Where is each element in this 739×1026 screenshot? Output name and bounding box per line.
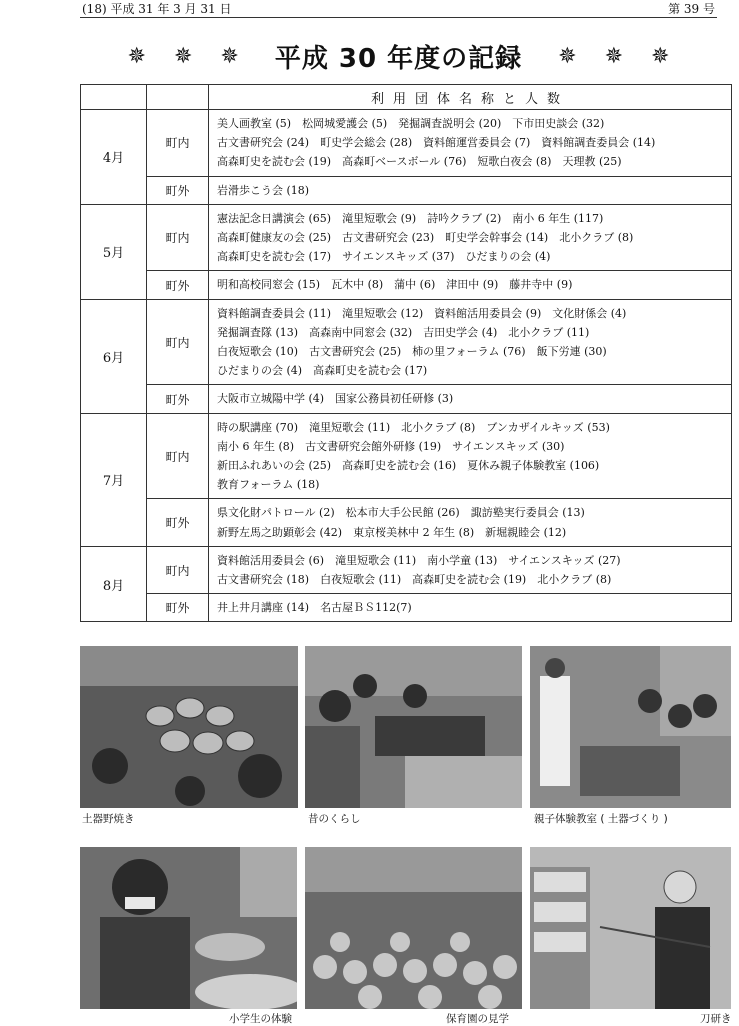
month-row-outer — [81, 385, 732, 413]
group-list-inner — [209, 413, 732, 499]
group-line: 南小 6 年生 (8) 古文書研究会館外研修 (19) サイエンスキッズ (30) — [217, 439, 565, 453]
header-blank-cell — [81, 85, 147, 110]
group-line: 高森町史を読む会 (17) サイエンスキッズ (37) ひだまりの会 (4) — [217, 250, 551, 264]
header-divider — [80, 17, 717, 18]
group-line: 岩滑歩こう会 (18) — [217, 183, 310, 197]
page-number-date: (18) 平成 31 年 3 月 31 日 — [82, 2, 232, 16]
group-list-outer — [209, 271, 732, 299]
group-line: 明和高校同窓会 (15) 瓦木中 (8) 蒲中 (6) 津田中 (9) 藤井寺中 (9) — [217, 278, 573, 292]
group-line: 高森町史を読む会 (19) 高森町ベースボール (76) 短歌白夜会 (8) 天理教 (25) — [217, 155, 622, 169]
group-list-outer — [209, 176, 732, 204]
month-label: 6月 — [81, 299, 147, 413]
group-line: 古文書研究会 (24) 町史学会総会 (28) 資料館運営委員会 (7) 資料館調査委員会 (14) — [217, 136, 656, 150]
table-header-row — [81, 85, 732, 110]
group-line: ひだまりの会 (4) 高森町史を読む会 (17) — [217, 364, 428, 378]
star-icon: ✵ — [220, 43, 239, 69]
group-list-inner — [209, 299, 732, 385]
month-row-outer — [81, 176, 732, 204]
group-line: 大阪市立城陽中学 (4) 国家公務員初任研修 (3) — [217, 392, 454, 406]
month-label: 4月 — [81, 110, 147, 205]
group-line: 県文化財パトロール (2) 松本市大手公民館 (26) 諏訪塾実行委員会 (13) — [217, 506, 585, 520]
month-row-inner — [81, 413, 732, 499]
photo-old-life — [305, 646, 522, 808]
group-line: 時の駅講座 (70) 滝里短歌会 (11) 北小クラブ (8) ブンカザイルキッズ (53) — [217, 420, 610, 434]
location-label-outer: 町外 — [147, 176, 209, 204]
photo-sword-sharpening — [530, 847, 731, 1009]
location-label-inner: 町内 — [147, 546, 209, 593]
column-header: 利用団体名称と人数 — [209, 85, 732, 110]
location-label-outer: 町外 — [147, 271, 209, 299]
group-list-outer — [209, 594, 732, 622]
header-blank-cell — [147, 85, 209, 110]
month-row-inner — [81, 299, 732, 385]
title-row — [80, 36, 717, 76]
group-list-inner — [209, 110, 732, 177]
month-row-outer — [81, 499, 732, 546]
photo-caption: 親子体験教室 ( 土器づくり ) — [534, 813, 668, 825]
star-icon: ✵ — [173, 43, 193, 69]
photo-caption: 保育園の見学 — [446, 1013, 509, 1025]
group-line: 古文書研究会 (18) 白夜短歌会 (11) 高森町史を読む会 (19) 北小クラブ (8) — [217, 573, 612, 587]
location-label-outer: 町外 — [147, 499, 209, 546]
location-label-inner: 町内 — [147, 413, 209, 499]
star-icon: ✵ — [651, 43, 670, 69]
star-icon: ✵ — [127, 43, 146, 69]
group-line: 憲法記念日講演会 (65) 滝里短歌会 (9) 詩吟クラブ (2) 南小 6 年生 (117) — [217, 211, 604, 225]
photo-caption: 土器野焼き — [82, 813, 135, 825]
month-row-outer — [81, 594, 732, 622]
group-list-inner — [209, 204, 732, 271]
group-list-outer — [209, 499, 732, 546]
group-line: 資料館調査委員会 (11) 滝里短歌会 (12) 資料館活用委員会 (9) 文化財係会 (4) — [217, 306, 627, 320]
group-line: 美人画教室 (5) 松岡城愛護会 (5) 発掘調査説明会 (20) 下市田史談会 (32) — [217, 117, 605, 130]
photo-caption: 昔のくらし — [308, 813, 361, 825]
star-icon: ✵ — [604, 43, 624, 69]
group-line: 発掘調査隊 (13) 高森南中同窓会 (32) 吉田史学会 (4) 北小クラブ (11) — [217, 325, 590, 339]
month-label: 5月 — [81, 204, 147, 299]
group-list-inner — [209, 546, 732, 593]
group-line: 白夜短歌会 (10) 古文書研究会 (25) 柿の里フォーラム (76) 飯下労連 (30) — [217, 345, 607, 359]
month-row-inner — [81, 546, 732, 593]
group-line: 教育フォーラム (18) — [217, 478, 320, 492]
group-line: 新田ふれあいの会 (25) 高森町史を読む会 (16) 夏休み親子体験教室 (106) — [217, 459, 600, 473]
photo-family-class — [530, 646, 731, 808]
group-line: 井上井月講座 (14) 名古屋ＢＳ112(7) — [217, 601, 412, 615]
location-label-inner: 町内 — [147, 299, 209, 385]
month-label: 8月 — [81, 546, 147, 622]
group-line: 資料館活用委員会 (6) 滝里短歌会 (11) 南小学童 (13) サイエンスキッズ (27) — [217, 553, 621, 567]
group-line: 新野左馬之助顕彰会 (42) 東京桜美林中 2 年生 (8) 新堀親睦会 (12) — [217, 525, 567, 539]
photo-pottery-firing — [80, 646, 298, 808]
location-label-inner: 町内 — [147, 110, 209, 177]
month-row-outer — [81, 271, 732, 299]
star-icon: ✵ — [558, 43, 577, 69]
photo-nursery-visit — [305, 847, 522, 1009]
group-line: 高森町健康友の会 (25) 古文書研究会 (23) 町史学会幹事会 (14) 北小クラブ (8) — [217, 231, 634, 245]
issue-number: 第 39 号 — [668, 2, 715, 16]
usage-record-table — [80, 84, 732, 622]
location-label-inner: 町内 — [147, 204, 209, 271]
month-label: 7月 — [81, 413, 147, 546]
group-list-outer — [209, 385, 732, 413]
location-label-outer: 町外 — [147, 385, 209, 413]
photo-student-experience — [80, 847, 297, 1009]
month-row-inner — [81, 204, 732, 271]
location-label-outer: 町外 — [147, 594, 209, 622]
photo-caption: 小学生の体験 — [229, 1013, 292, 1025]
month-row-inner — [81, 110, 732, 177]
page-title: 平成 30 年度の記録 — [274, 43, 523, 74]
photo-caption: 刀研き — [700, 1013, 732, 1025]
